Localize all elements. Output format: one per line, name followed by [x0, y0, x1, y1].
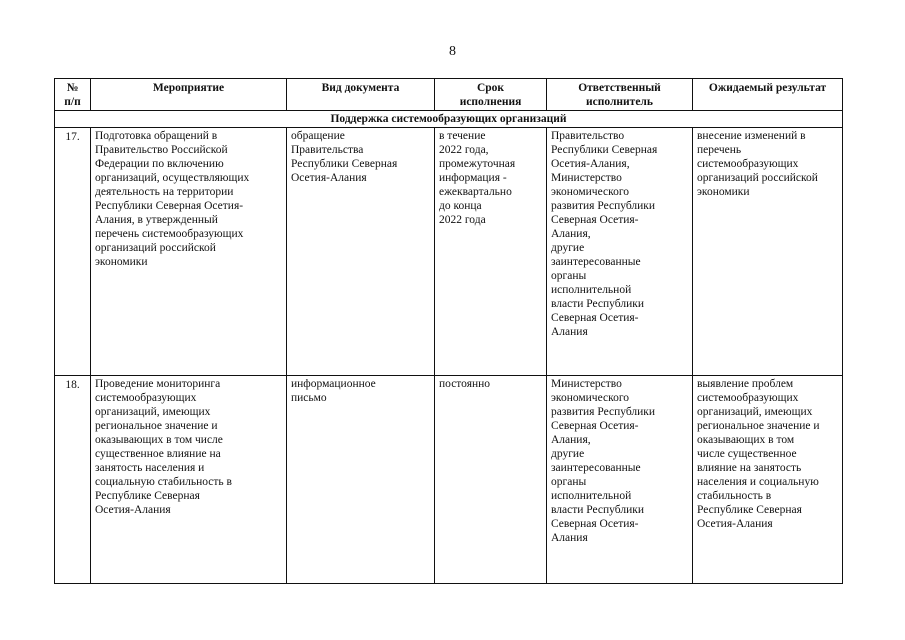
row-deadline: постоянно [435, 376, 547, 584]
row-num: 17. [55, 128, 91, 376]
row-result: выявление проблем системообразующих организаций, имеющих региональное значение и оказывающих в том числе существенное влияние на занятость населения и социальную стабильность в Республике Северная Осетия-Алания [693, 376, 843, 584]
header-doc-type: Вид документа [287, 79, 435, 111]
table-row [55, 128, 843, 376]
row-event: Подготовка обращений в Правительство Российской Федерации по включению организаций, осуществляющих деятельность на территории Республики Северная Осетия- Алания, в утвержденный перечень системообразующих организаций российской экономики [91, 128, 287, 376]
row-doc-type: обращение Правительства Республики Северная Осетия-Алания [287, 128, 435, 376]
header-deadline: Срок исполнения [435, 79, 547, 111]
header-num: № п/п [55, 79, 91, 111]
table-row [55, 376, 843, 584]
header-event: Мероприятие [91, 79, 287, 111]
row-executor: Правительство Республики Северная Осетия-Алания, Министерство экономического развития Республики Северная Осетия- Алания, другие заинтересованные органы исполнительной власти Республики Северная Осетия- Алания [547, 128, 693, 376]
row-doc-type: информационное письмо [287, 376, 435, 584]
section-row [55, 111, 843, 128]
row-num: 18. [55, 376, 91, 584]
section-title: Поддержка системообразующих организаций [55, 111, 843, 128]
row-result: внесение изменений в перечень системообразующих организаций российской экономики [693, 128, 843, 376]
table-header-row [55, 79, 843, 111]
row-executor: Министерство экономического развития Республики Северная Осетия- Алания, другие заинтересованные органы исполнительной власти Республики Северная Осетия- Алания [547, 376, 693, 584]
page-number: 8 [449, 44, 456, 59]
header-result: Ожидаемый результат [693, 79, 843, 111]
row-deadline: в течение 2022 года, промежуточная информация - ежеквартально до конца 2022 года [435, 128, 547, 376]
header-executor: Ответственный исполнитель [547, 79, 693, 111]
row-event: Проведение мониторинга системообразующих организаций, имеющих региональное значение и оказывающих в том числе существенное влияние на занятость населения и социальную стабильность в Республике Северная Осетия-Алания [91, 376, 287, 584]
measures-table [54, 78, 843, 584]
